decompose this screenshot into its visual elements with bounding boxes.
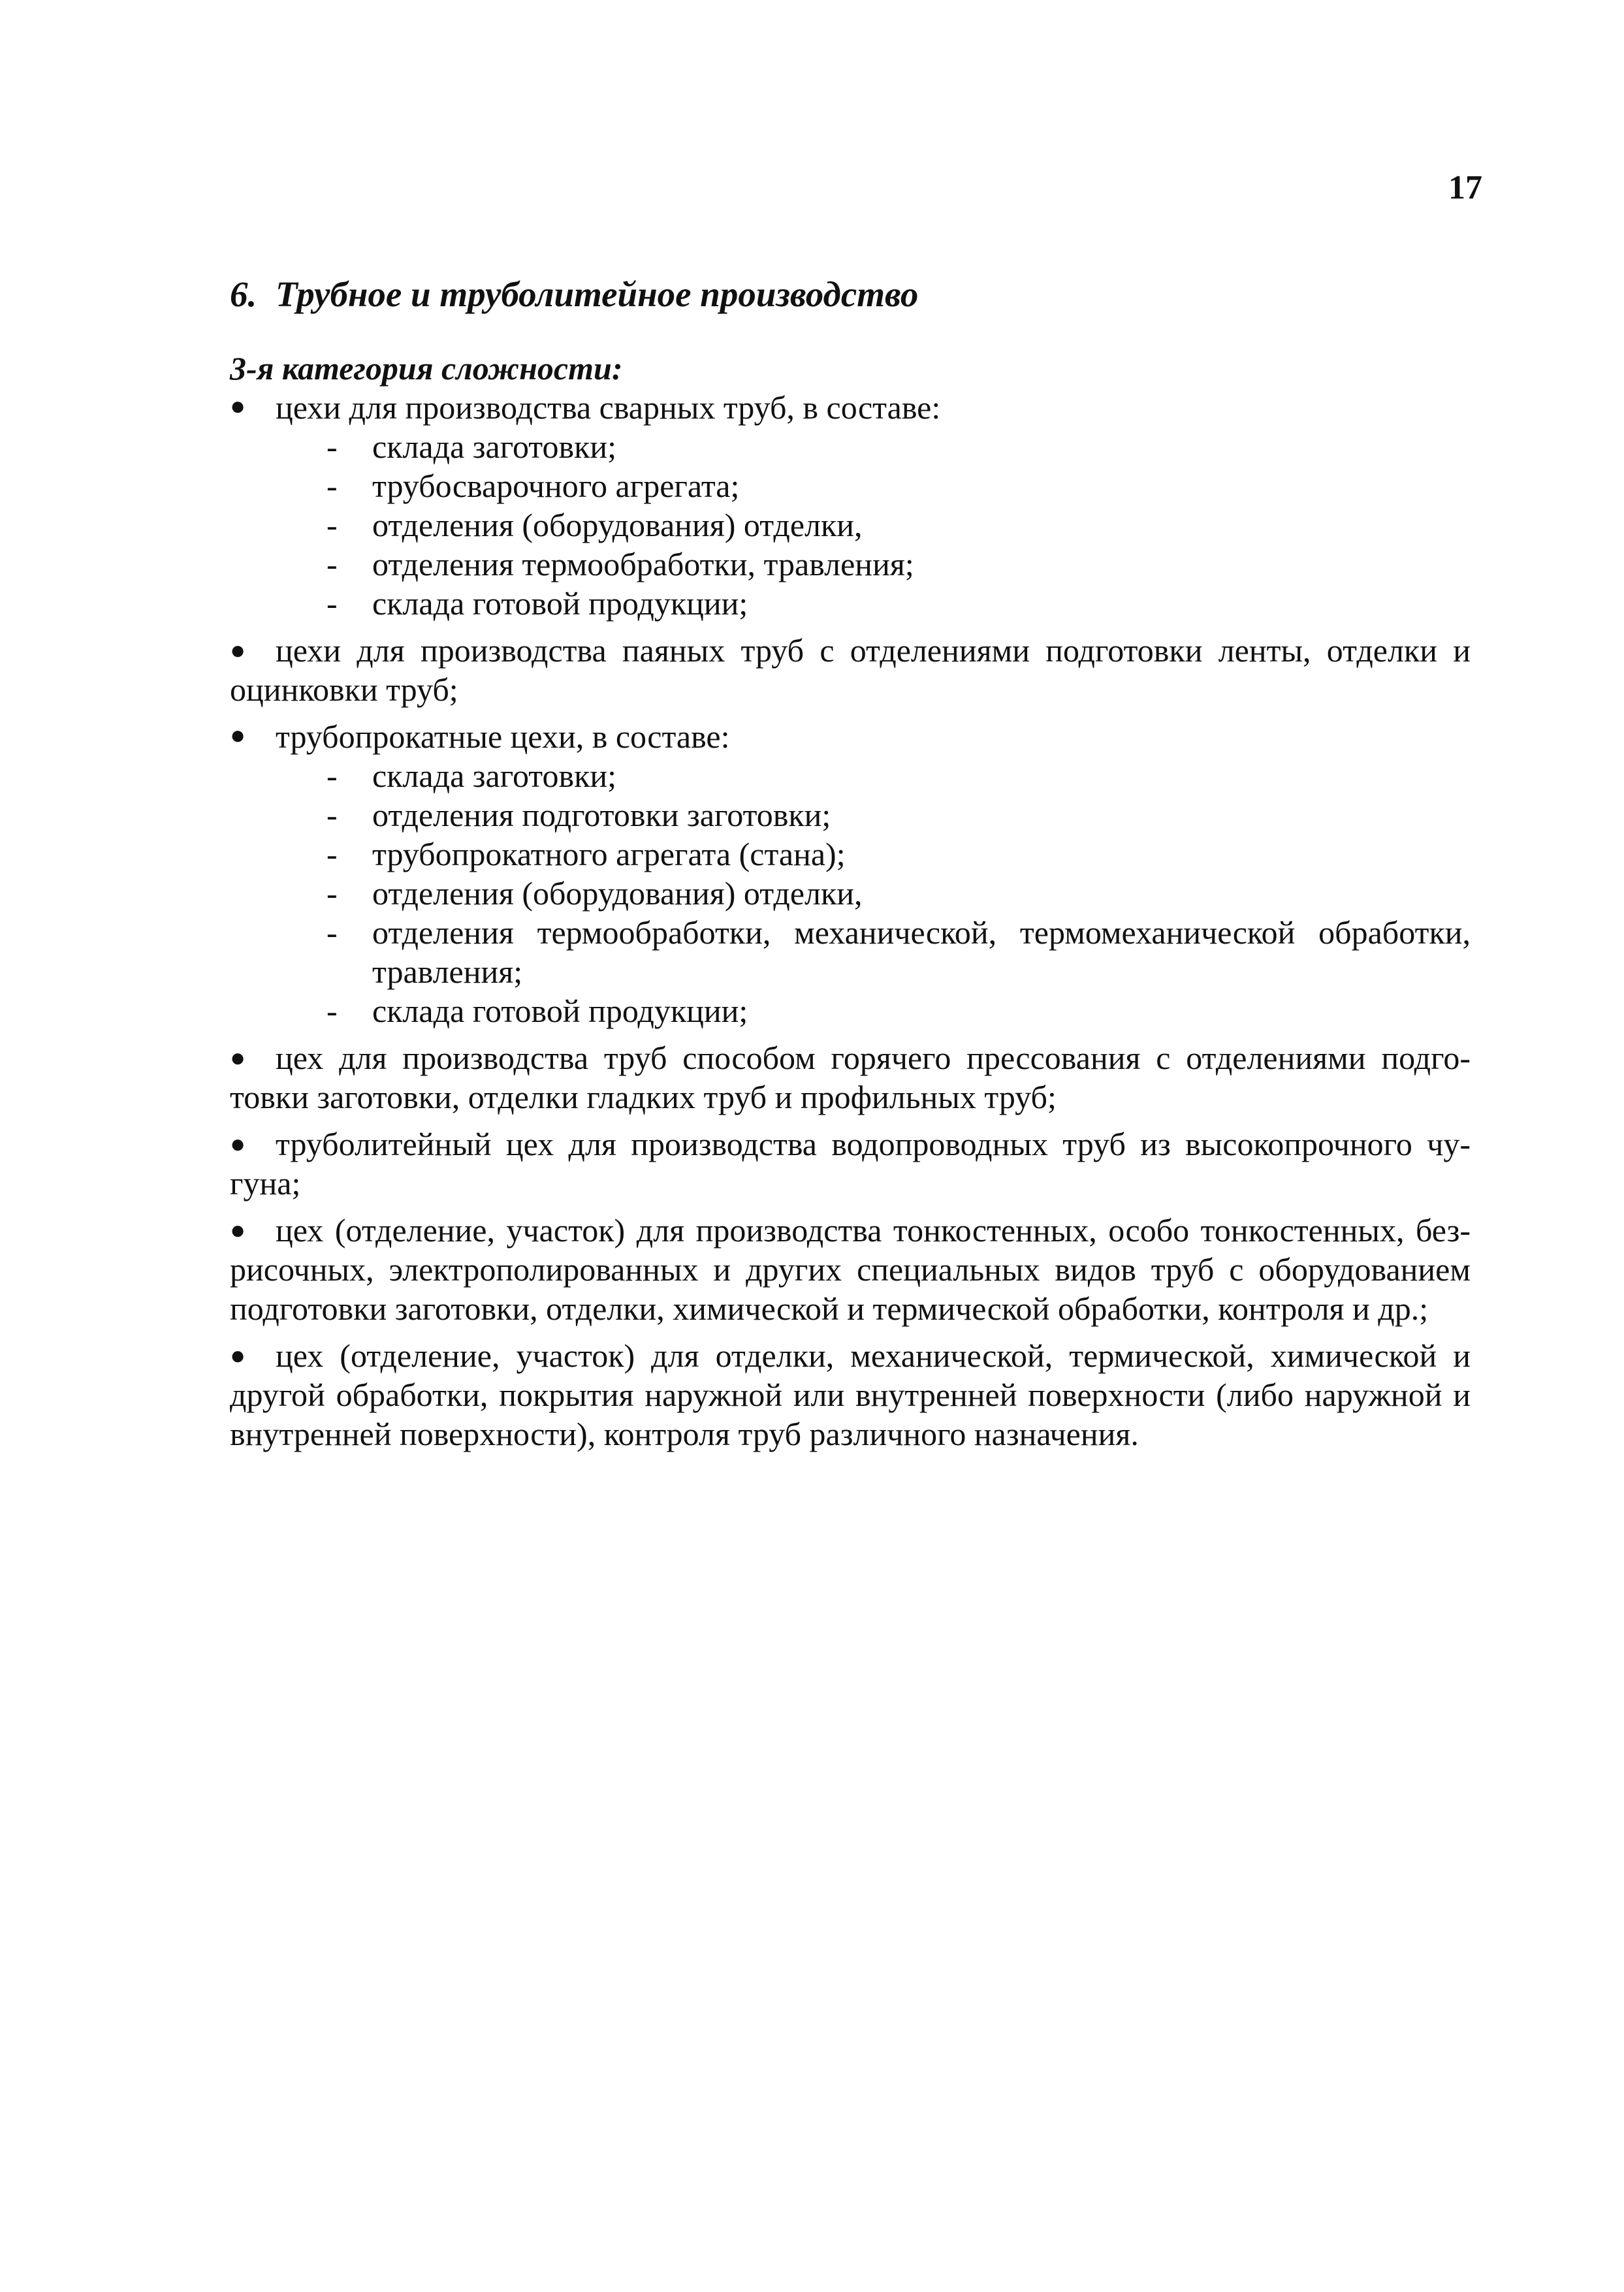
page-number: 17: [1448, 169, 1482, 206]
list-item-text: цех для производства труб способом горячего прессования с отделениями подго-товки заготовки, отделки гладких труб и профильных труб;: [230, 1040, 1471, 1115]
bullet-icon: ●: [230, 720, 246, 750]
sublist-item-text: склада заготовки;: [372, 757, 617, 794]
list-item: [230, 631, 1471, 709]
sublist-item-text: отделения термообработки, травления;: [372, 546, 914, 582]
list-item: [230, 388, 1471, 623]
sublist-item: [230, 505, 1471, 545]
list-item-head: [230, 388, 1471, 427]
sublist: [230, 756, 1471, 1030]
sublist-item-text: отделения (оборудования) отделки,: [372, 507, 863, 543]
sublist: [230, 427, 1471, 623]
sublist-item: [230, 795, 1471, 835]
bullet-icon: ●: [230, 635, 246, 665]
sublist-item-text: склада готовой продукции;: [372, 993, 748, 1029]
sublist-item-text: отделения (оборудования) отделки,: [372, 875, 863, 912]
list-item-text: трубопрокатные цехи, в составе:: [276, 718, 730, 755]
dash-icon: -: [326, 914, 338, 951]
sublist-item-text: трубосварочного агрегата;: [372, 468, 740, 504]
sublist-item: [230, 913, 1471, 991]
list-item-text: цехи для производства паяных труб с отделениями подготовки ленты, отделки и оцинковки труб;: [230, 632, 1471, 708]
section-number: 6.: [230, 274, 257, 314]
sublist-item-text: склада готовой продукции;: [372, 585, 748, 622]
dash-icon: -: [326, 757, 338, 794]
dash-icon: -: [326, 468, 338, 504]
sublist-item: [230, 584, 1471, 623]
sublist-item: [230, 427, 1471, 466]
dash-icon: -: [326, 797, 338, 833]
list-item-head: [230, 717, 1471, 756]
dash-icon: -: [326, 428, 338, 465]
list-item: [230, 1038, 1471, 1117]
document-body: [230, 273, 1471, 1461]
sublist-item-text: отделения подготовки заготовки;: [372, 797, 831, 833]
sublist-item: [230, 874, 1471, 913]
list-item-text: труболитейный цех для производства водопроводных труб из высокопрочного чу-гуна;: [230, 1126, 1471, 1202]
sublist-item: [230, 835, 1471, 874]
sublist-item: [230, 756, 1471, 795]
list-item: [230, 1336, 1471, 1454]
bullet-icon: ●: [230, 1129, 246, 1158]
dash-icon: -: [326, 993, 338, 1029]
list-item: [230, 717, 1471, 1030]
sublist-item-text: склада заготовки;: [372, 428, 617, 465]
sublist-item-text: трубопрокатного агрегата (стана);: [372, 836, 846, 872]
dash-icon: -: [326, 546, 338, 582]
category-heading: 3-я категория сложности:: [230, 350, 623, 387]
dash-icon: -: [326, 875, 338, 912]
sublist-item-text: отделения термообработки, механической, термомеханической обработки, травления;: [372, 914, 1471, 990]
sublist-item: [230, 991, 1471, 1030]
list-item: [230, 1211, 1471, 1328]
dash-icon: -: [326, 836, 338, 872]
list-item: [230, 1124, 1471, 1203]
section-heading: [230, 273, 1471, 316]
bullet-icon: ●: [230, 1215, 246, 1245]
bullet-icon: ●: [230, 1341, 246, 1370]
sublist-item: [230, 545, 1471, 584]
list-item-text: цех (отделение, участок) для отделки, механической, термической, химической и другой обработки, покрытия наружной или внутренней поверхности (либо наружной и внутренней поверхности), контроля труб различного назначения.: [230, 1337, 1471, 1452]
sublist-item: [230, 466, 1471, 505]
dash-icon: -: [326, 507, 338, 543]
list-item-text: цех (отделение, участок) для производства тонкостенных, особо тонкостенных, без-рисочных, электрополированных и других специальных видов труб с оборудованием подготовки заготовки, отделки, химической и термической обработки, контроля и др.;: [230, 1212, 1471, 1327]
bullet-icon: ●: [230, 391, 246, 421]
section-title: Трубное и труболитейное производство: [276, 274, 919, 314]
list-item-text: цехи для производства сварных труб, в составе:: [276, 389, 941, 426]
dash-icon: -: [326, 585, 338, 622]
bullet-icon: ●: [230, 1043, 246, 1072]
